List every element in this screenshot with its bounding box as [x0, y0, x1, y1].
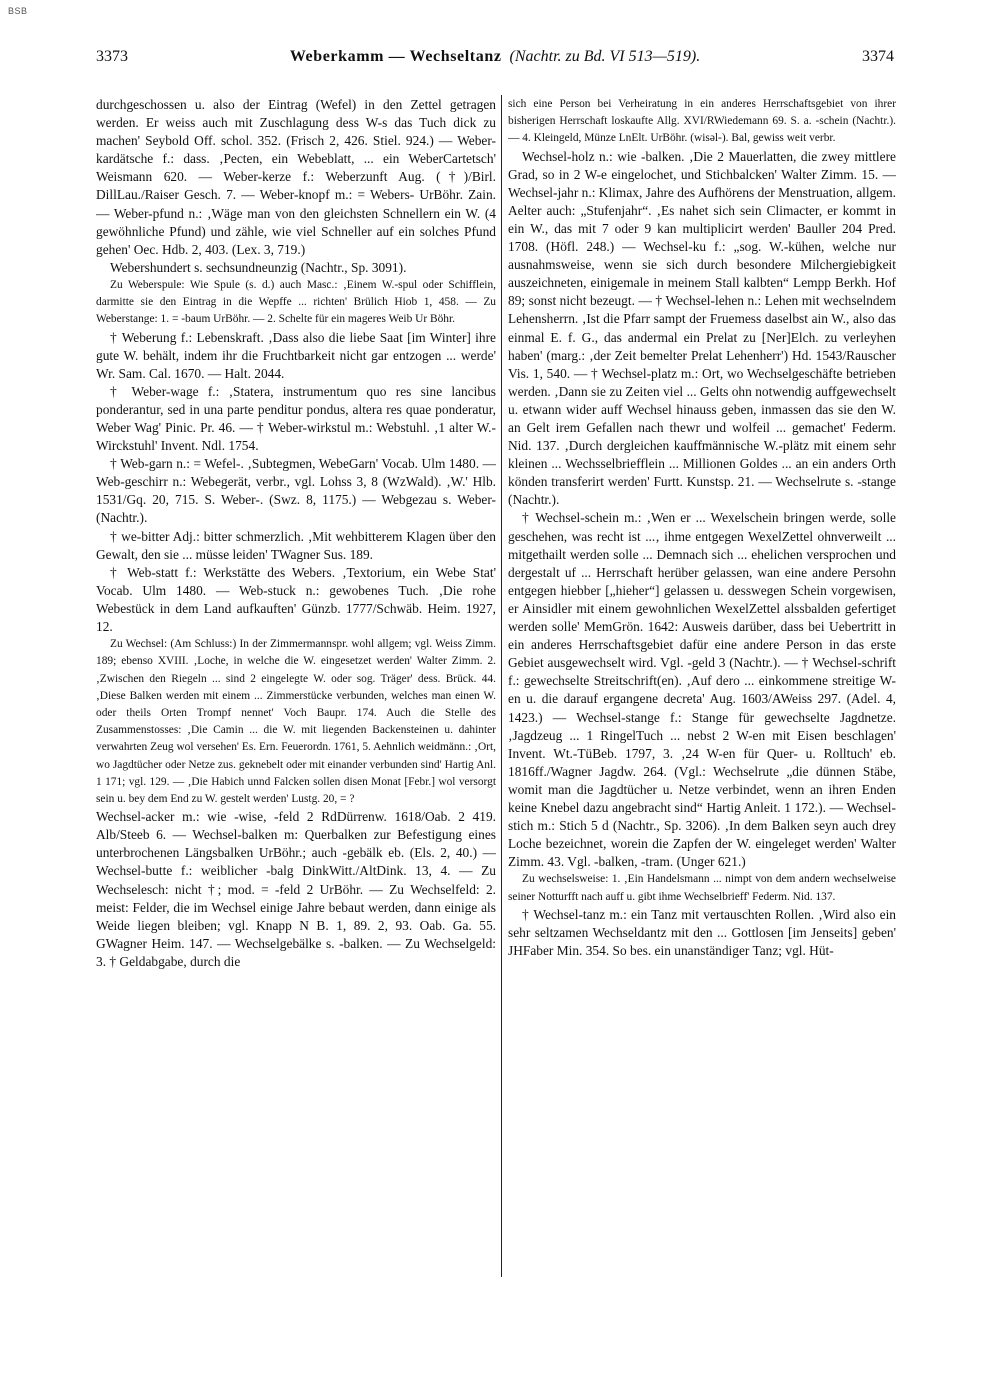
- entry-paragraph: † Wechsel-tanz m.: ein Tanz mit vertauschten Rollen. ‚Wird also ein sehr seltzamen Wechseldantz mit den ... Gottlosen [im Jenseits] geben' JHFaber Min. 354. So bes. ein unanständiger Tanz; vgl. Hüt-: [508, 906, 896, 958]
- entry-paragraph: † Weber-wage f.: ‚Statera, instrumentum quo res sine lancibus ponderantur, sed in una parte penditur pondus, altera res quae ponderatur, Weber Wag' Pinic. Pr. 46. — † Weber-wirkstul m.: Webstuhl. ‚1 alter W.-Wirckstuhl' Invent. Ndl. 1754.: [96, 383, 496, 454]
- entry-paragraph: † Web-garn n.: = Wefel-. ‚Subtegmen, WebeGarn' Vocab. Ulm 1480. — Web-geschirr n.: Webegerät, verbr., vgl. Lohss 3, 8 (WzWald). ‚W.' Hlb. 1531/Gq. 20, 715. S. Weber-. (Swz. 8, 1175.) — Webgezau s. Weber- (Nachtr.).: [96, 456, 496, 526]
- page-number-right: 3374: [862, 48, 894, 65]
- entry-paragraph: Zu Wechsel: (Am Schluss:) In der Zimmermannspr. wohl allgem; vgl. Weiss Zimm. 189; ebenso XVIII. ‚Loche, in welche die W. eingesetzet werden' Walter Zimm. 2. ‚Zwischen den Riegeln ... sind 2 eingelegte W. oder sog. Träger' dess. Brück. 44. ‚Diese Balken werden mit einem ... Zimmerstücke verbunden, welches man einen W. oder theils Orten Trompf nennet' Voch Baupr. 174. Auch die Stelle des Zusammenstosses: ‚Die Camin ... die W. mit liegenden Backensteinen u. dahinter verwahrten Zeug wol versehen' Es. Ern. Feuerordn. 1761, 5. Aehnlich weidmänn.: ‚Ort, wo Jagdtücher oder Netze zus. geknebelt oder mit einander verbunden sind' Hartig Anl. 1 171; vgl. 129. — ‚Die Habich unnd Falcken sollen disen Monat [Febr.] wol versorgt sein u. bey dem End zu W. gestelt werden' Lustg. 20, = ?: [96, 638, 496, 805]
- entry-paragraph: † Web-statt f.: Werkstätte des Webers. ‚Textorium, ein Webe Stat' Vocab. Ulm 1480. — Web-stuck n.: gewobenes Tuch. ‚Die rohe Webestück in dem Land aufkauften' Günzb. 1777/Schwäb. Heim. 1927, 12.: [96, 564, 496, 635]
- running-title-main: Weberkamm — Wechseltanz: [289, 48, 502, 65]
- entry-paragraph: † we-bitter Adj.: bitter schmerzlich. ‚Mit wehbitterem Klagen über den Gewalt, den sie ... müsse leiden' TWagner Sus. 189.: [96, 528, 496, 562]
- entry-paragraph: Wechsel-holz n.: wie -balken. ‚Die 2 Mauerlatten, die zwey mittlere Grad, so in 2 W-e eingelochet, und Stichbalcken' Walter Zimm. 15. — Wechsel-jahr n.: Klimax, Jahre des Aufhörens der Menstruation, allgem. Aelter auch: „Stufenjahr“. ‚Es nahet sich sein Climacter, er kommt in ein W., das mit 7 oder 9 kan multiplicirt werden' Bauller 204 Pred. 1708. (Höfl. 248.) — Wechsel-ku f.: „sog. W.-kühen, welche nur ausnahmsweise, wenn sie sich durch besondere Milchergiebigkeit auszeichneten, einigemale in meinem Stall kalbten“ Lempp Berkh. Hof 89; sonst nicht bezeugt. — † Wechsel-lehen n.: Lehen mit wechselndem Lehensherrn. ‚Ist die Pfarr sampt der Fruemess daselbst ain W., also das einmal E. f. G., das andermal ein Prelat zu [Ner]Elch. zu verleyhen haben' (marg.: ‚der Zeit bemelter Prelat Lehenherr') Hd. 1543/Rauscher Vis. 1, 540. — † Wechsel-platz m.: Ort, wo Wechselgeschäfte betrieben werden. ‚Dann sie zu Zeiten viel ... Gelts ohn notwendig auffgewechselt u. etwann wider auff Wechsel hinauss geben, inmassen das sie den W. an Gelt irem Gefallen nach thewr und wolfeil ... gemachet' Federm. Nid. 137. ‚Durch dergleichen kauffmännische W.-plätz mit einem sehr kleinen ... Wechsselbriefflein ... Millionen Goldes ... an ein anders Orth könden transferirt werden' Furtt. Kunstsp. 21. — Wechselrute s. -stange (Nachtr.).: [508, 148, 896, 508]
- library-stamp: BSB: [8, 6, 28, 16]
- right-column: [508, 96, 896, 1276]
- entry-paragraph: durchgeschossen u. also der Eintrag (Wefel) in den Zettel getragen werden. Er weiss auch mit Zuschlagung dess W-s das Tuch dick zu machen' Seybold Off. schol. 352. (Frisch 2, 426. Stiel. 924.) — Weber-kardätsche f.: dass. ‚Pecten, ein Webeblatt, ... ein WeberCartetsch' Weismann 620. — Weber-kerze f.: Weberzunft Aug. (†)/Birl. DillLau./Raiser Gesch. 7. — Weber-knopf m.: = Webers- UrBöhr. Zain. — Weber-pfund n.: ‚Wäge man von den gleichsten Schnellern ein W. (4 gewöhnliche Pfund) und zähle, wie viel Schneller auf ein solches Pfund gehen' Oec. Hdb. 2, 403. (Lex. 3, 719.): [96, 97, 496, 257]
- entry-paragraph: Webershundert s. sechsundneunzig (Nachtr., Sp. 3091).: [110, 259, 407, 275]
- entry-paragraph: † Wechsel-schein m.: ‚Wen er ... Wexelschein bringen werde, solle geschehen, was recht ist ...‚ ihme entgegen WexelZettel ohnverweilt ... mitgethailt werden solle ... Demnach sich ... ehelichen versprochen und dergestalt uf ... Herrschaft herüber gelassen, wan eine andere Persohn entgegen hiebber [„hieher“] gelassen u. desswegen Schein vorgewisen, er Ainsidler mit einem gewohnlichen WexelZettel alssbalden gefertiget werden solle' MemGrön. 1642: Ausweis darüber, dass bei Uebertritt in ein anderes Herrschaftsgebiet dafür eine andere Person in das erste Gebiet ausgewechselt wird. Vgl. -geld 3 (Nachtr.). — † Wechsel-schrift f.: gewechselte Streitschrift(en). ‚Auf dero ... einkommene streitige W-en u. die darauf ergangene decreta' Aug. 1603/AWeiss 297. (Adel. 4, 1423.) — Wechsel-stange f.: Stange für gewechselte Jagdnetze. ‚Jagdzeug ... 1 RingelTuch ... nebst 2 W-en mit Eisen beschlagen' Invent. Wt.-TüBeb. 1797, 3. ‚24 W-en für Quer- u. Rolltuch' eb. 1816ff./Wagner Jagdw. 264. (Vgl.: Wechselrute „die dünnen Stäbe, womit man die Jagdtücher u. Netze verbindet, wenn an ihren Enden keine Knebel dazu angebracht sind“ Hartig Anleit. 1 172.). — Wechsel-stich m.: Stich 5 d (Nachtr., Sp. 3206). ‚In dem Balken seyn auch drey Loche bezeichnet, worein die Zapfen der W. eingeleget werden' Walter Zimm. 43. Vgl. -balken, -tram. (Unger 621.): [508, 510, 896, 870]
- entry-paragraph: sich eine Person bei Verheiratung in ein anderes Herrschaftsgebiet von ihrer bisherigen Herrschaft loskaufte Allg. XVI/RWiedemann 69. S. a. -schein (Nachtr.). — 4. Kleingeld, Münze LnElt. UrBöhr. (wisəl-). Bal, gewiss weit verbr.: [508, 98, 896, 145]
- running-title-subtitle: (Nachtr. zu Bd. VI 513—519).: [509, 48, 701, 65]
- entry-paragraph: † Weberung f.: Lebenskraft. ‚Dass also die liebe Saat [im Winter] ihre gute W. behält, indem ihr die Fruchtbarkeit nicht gar entzogen ... werde' Wr. Sam. Cal. 1670. — Halt. 2044.: [96, 329, 496, 381]
- entry-paragraph: Zu wechselsweise: 1. ‚Ein Handelsmann ... nimpt von dem andern wechselweise seiner Notturfft nach auff u. gibt ihme Wechselbrieff' Federm. Nid. 137.: [508, 873, 896, 903]
- column-divider: [501, 95, 502, 1277]
- entry-paragraph: Zu Weberspule: Wie Spule (s. d.) auch Masc.: ‚Einem W.-spul oder Schifflein, darmitte sie den Eintrag in die Wepffe ... richten' Brülich Hiob 1, 458. — Zu Weberstange: 1. = -baum UrBöhr. — 2. Schelte für ein mageres Weib Ur Böhr.: [96, 278, 496, 326]
- page-header: [96, 48, 894, 72]
- running-title: [96, 48, 894, 66]
- entry-paragraph: Wechsel-acker m.: wie -wise, -feld 2 RdDürrenw. 1618/Oab. 2 419. Alb/Steeb 6. — Wechsel-balken m: Querbalken zur Befestigung eines unterbrochenen Längsbalken UrBöhr.; auch -gebälk eb. (Els. 2, 40.) — Wechsel-butte f.: weiblicher -balg DinkWitt./AltDink. 13, 4. — Zu Wechselesch: nicht †; mod. = -feld 2 UrBöhr. — Zu Wechselfeld: 2. meist: Felder, die im Wechsel einige Jahre bebaut werden, dann einige als Weide liegen bleiben; vgl. Knapp N B. 1, 89. 2, 93. Oab. Ga. 55. GWagner Heim. 147. — Wechselgebälke s. -balken. — Zu Wechselgeld: 3. † Geldabgabe, durch die: [96, 809, 496, 969]
- left-column: [96, 96, 496, 1276]
- page-number-left: 3373: [96, 48, 128, 65]
